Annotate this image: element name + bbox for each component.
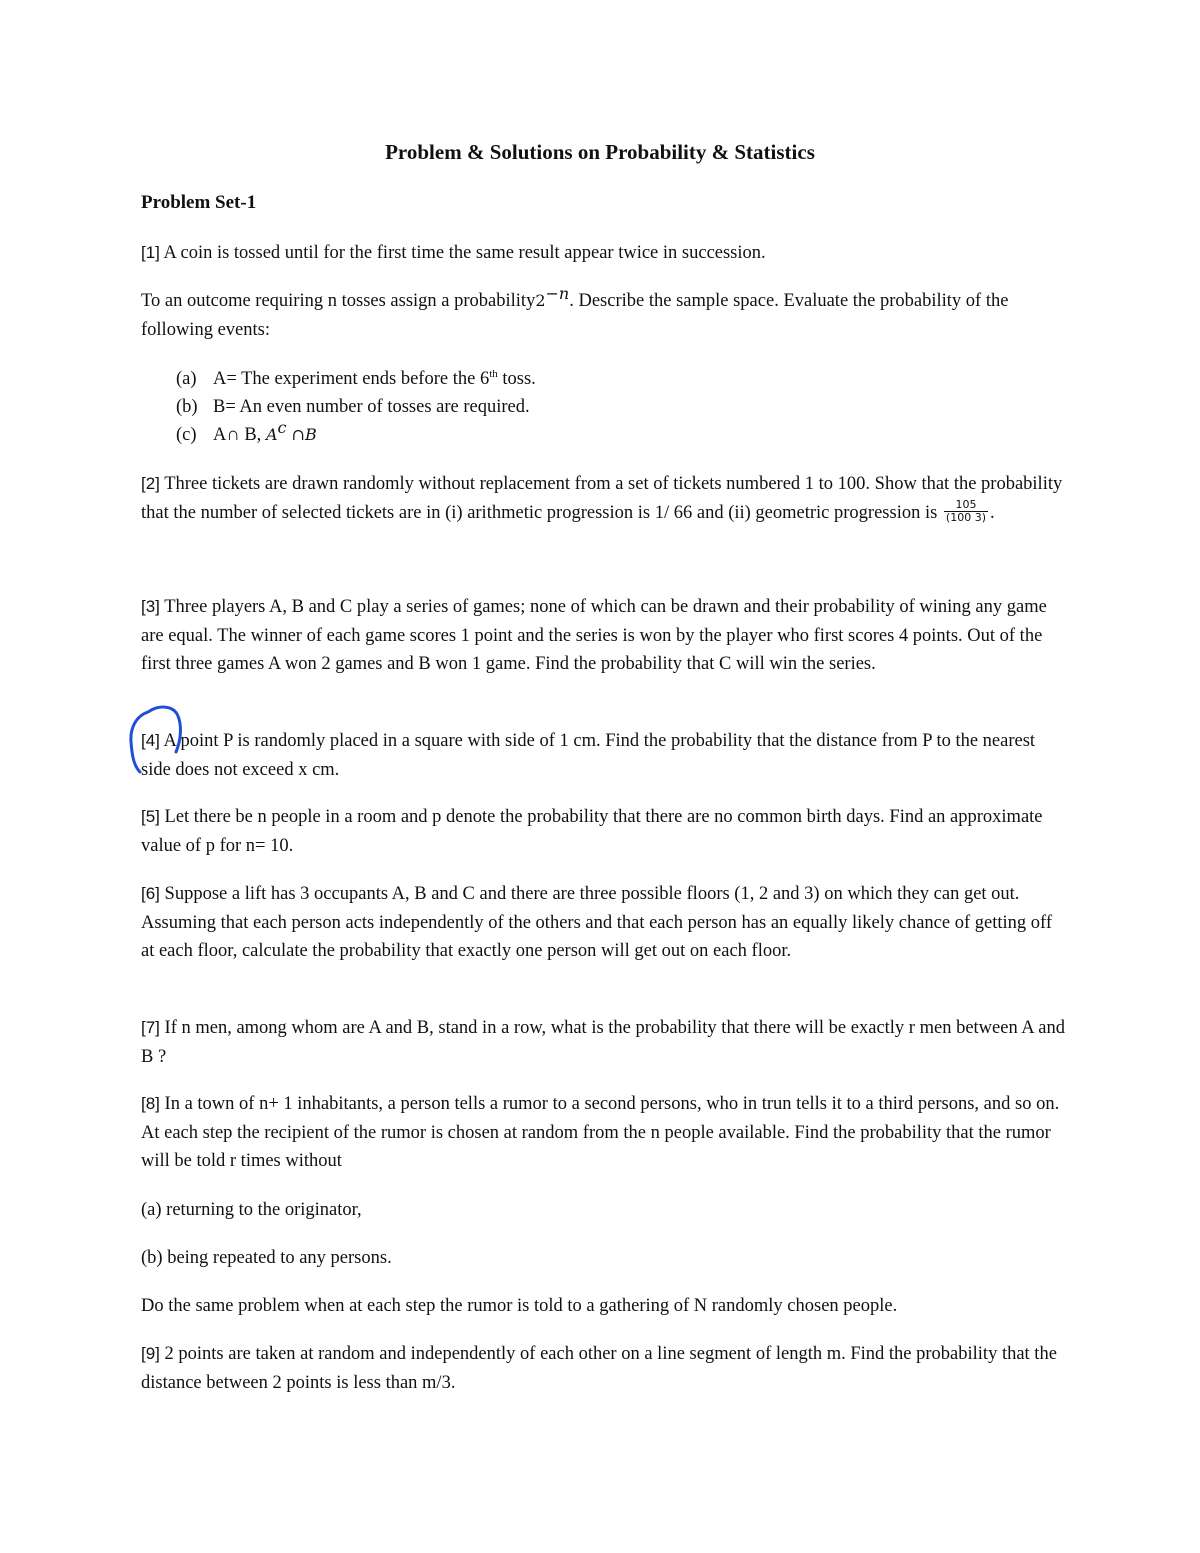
problem-2-tail: . bbox=[990, 502, 995, 523]
page-title: Problem & Solutions on Probability & Statistics bbox=[385, 140, 815, 164]
item-text: A∩ B, bbox=[213, 425, 266, 445]
problem-1-text-a: To an outcome requiring n tosses assign a probability bbox=[141, 291, 536, 311]
problem-9 bbox=[141, 1340, 1066, 1397]
problem-2-text: Three tickets are drawn randomly without replacement from a set of tickets numbered 1 to 100. Show that the probability that the number of selected tickets are in (i) arithmetic progression is 1/ 66 and (ii) geometric progression is bbox=[141, 474, 1063, 523]
problem-3 bbox=[141, 593, 1066, 679]
problem-5 bbox=[141, 803, 1066, 860]
math-symbol: A bbox=[265, 425, 278, 444]
problem-6-number: [6] bbox=[141, 884, 160, 903]
problem-4-number: [4] bbox=[141, 731, 160, 750]
problem-8 bbox=[141, 1090, 1066, 1176]
problem-8-extra: Do the same problem when at each step the rumor is told to a gathering of N randomly chosen people. bbox=[141, 1296, 898, 1316]
problem-9-text: 2 points are taken at random and independently of each other on a line segment of length m. Find the probability that the distance between 2 points is less than m/3. bbox=[141, 1344, 1057, 1393]
problem-6 bbox=[141, 880, 1066, 966]
problem-5-number: [5] bbox=[141, 807, 160, 826]
problem-3-number: [3] bbox=[141, 597, 160, 616]
item-label: (b) bbox=[176, 397, 198, 417]
problem-4 bbox=[141, 727, 1066, 784]
problem-1-line1 bbox=[141, 239, 1066, 268]
problem-6-text: Suppose a lift has 3 occupants A, B and C and there are three possible floors (1, 2 and 3) on which they can get out. Assuming that each person acts independently of the others and that each person has an equally likely chance of getting off at each floor, calculate the probability that exactly one person will get out on each floor. bbox=[141, 884, 1053, 962]
problem-2 bbox=[141, 470, 1066, 527]
problem-1-item-b bbox=[176, 393, 530, 422]
problem-1-number: [1] bbox=[141, 243, 160, 262]
problem-7 bbox=[141, 1014, 1066, 1071]
problem-7-text: If n men, among whom are A and B, stand in a row, what is the probability that there will be exactly r men between A and B ? bbox=[141, 1018, 1065, 1067]
problem-1-item-c bbox=[176, 417, 317, 450]
math-sup: c bbox=[277, 417, 287, 437]
fraction-denominator: (100 3) bbox=[945, 510, 986, 524]
item-text: A= The experiment ends before the 6 bbox=[213, 369, 490, 389]
problem-1-text: A coin is tossed until for the first time the same result appear twice in succession. bbox=[163, 243, 766, 263]
problem-1-text-b: . Describe the sample space. Evaluate the probability of the following events: bbox=[141, 291, 1009, 340]
problem-1-line2 bbox=[141, 283, 1066, 344]
section-heading: Problem Set-1 bbox=[141, 192, 257, 213]
problem-3-text: Three players A, B and C play a series of games; none of which can be drawn and their probability of wining any game are equal. The winner of each game scores 1 point and the series is won by the player who first scores 4 points. Out of the first three games A won 2 games and B won 1 game. Find the probability that C will win the series. bbox=[141, 597, 1047, 675]
problem-2-number: [2] bbox=[141, 474, 160, 493]
problem-9-number: [9] bbox=[141, 1344, 160, 1363]
problem-7-number: [7] bbox=[141, 1018, 160, 1037]
problem-1-item-a bbox=[176, 365, 536, 394]
item-text: B= An even number of tosses are required. bbox=[213, 397, 530, 417]
problem-8-part-a: (a) returning to the originator, bbox=[141, 1200, 362, 1220]
item-sup: th bbox=[489, 367, 498, 380]
problem-8-number: [8] bbox=[141, 1094, 160, 1113]
problem-8-text: In a town of n+ 1 inhabitants, a person tells a rumor to a second persons, who in trun tells it to a third persons, and so on. At each step the recipient of the rumor is chosen at random from the n people available. Find the probability that the rumor will be told r times without bbox=[141, 1094, 1060, 1172]
item-label: (a) bbox=[176, 369, 197, 389]
fraction-numerator: 105 bbox=[944, 499, 988, 512]
probability-fraction bbox=[944, 499, 988, 524]
item-text-tail: toss. bbox=[497, 369, 536, 389]
probability-exponent: −n bbox=[545, 283, 570, 303]
problem-5-text: Let there be n people in a room and p denote the probability that there are no common birth days. Find an approximate value of p for n= 10. bbox=[141, 807, 1043, 856]
problem-4-text: A point P is randomly placed in a square with side of 1 cm. Find the probability that the distance from P to the nearest side does not exceed x cm. bbox=[141, 731, 1036, 780]
probability-formula: 2 bbox=[535, 291, 546, 310]
math-tail: ∩B bbox=[286, 425, 317, 444]
item-label: (c) bbox=[176, 425, 197, 445]
problem-8-part-b: (b) being repeated to any persons. bbox=[141, 1248, 392, 1268]
